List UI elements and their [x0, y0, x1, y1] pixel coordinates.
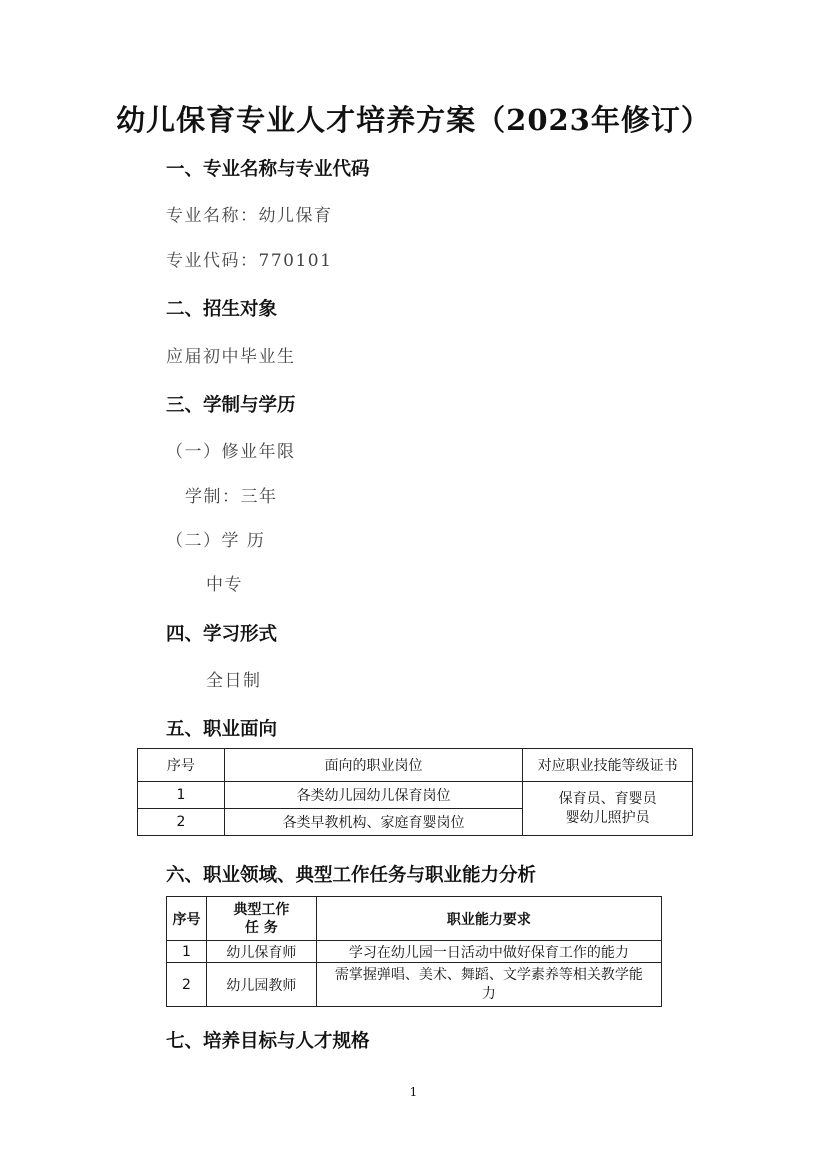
- typical-task: 幼儿保育师: [206, 941, 316, 963]
- education-level-subheading: （二）学 历: [166, 531, 266, 551]
- table-row: [167, 963, 662, 1007]
- certificate-cell: [523, 782, 693, 836]
- major-name-line: 专业名称：幼儿保育: [166, 206, 333, 226]
- table-header-cell: 序号: [167, 897, 207, 941]
- row-number: 1: [138, 782, 225, 809]
- table-header-cell: 职业能力要求: [316, 897, 661, 941]
- ability-requirement: 学习在幼儿园一日活动中做好保育工作的能力: [316, 941, 661, 963]
- header-line: 典型工作: [233, 901, 290, 918]
- row-number: 2: [167, 963, 207, 1007]
- row-number: 1: [167, 941, 207, 963]
- study-form-text: 全日制: [206, 671, 262, 691]
- table-row: [138, 782, 693, 809]
- section-7-heading: 七、培养目标与人才规格: [166, 1031, 370, 1052]
- section-3-heading: 三、学制与学历: [166, 395, 296, 416]
- ability-line: 力: [481, 985, 496, 1002]
- table-header-cell: 序号: [138, 749, 225, 782]
- section-1-heading: 一、专业名称与专业代码: [166, 159, 370, 180]
- job-position: 各类幼儿园幼儿保育岗位: [224, 782, 522, 809]
- enrollment-target-text: 应届初中毕业生: [166, 347, 296, 367]
- table-header-cell: 面向的职业岗位: [224, 749, 522, 782]
- certificate-line: 婴幼儿照护员: [565, 809, 650, 826]
- certificate-line: 保育员、育婴员: [558, 790, 657, 807]
- section-2-heading: 二、招生对象: [166, 299, 278, 320]
- row-number: 2: [138, 809, 225, 836]
- document-title: 幼儿保育专业人才培养方案（2023年修订）: [116, 103, 711, 137]
- header-line: 任 务: [244, 919, 278, 936]
- study-period-text: 学制：三年: [185, 487, 278, 507]
- study-period-subheading: （一）修业年限: [166, 442, 296, 462]
- table-header-cell: [206, 897, 316, 941]
- ability-line: 需掌握弹唱、美术、舞蹈、文学素养等相关教学能: [334, 966, 643, 983]
- section-4-heading: 四、学习形式: [166, 624, 278, 645]
- table-row: [167, 941, 662, 963]
- ability-requirement: [316, 963, 661, 1007]
- section-5-heading: 五、职业面向: [166, 719, 278, 740]
- career-orientation-table: [137, 748, 693, 836]
- education-level-text: 中专: [206, 575, 243, 595]
- typical-task: 幼儿园教师: [206, 963, 316, 1007]
- page-number: 1: [409, 1085, 418, 1099]
- job-position: 各类早教机构、家庭育婴岗位: [224, 809, 522, 836]
- table-header-cell: 对应职业技能等级证书: [523, 749, 693, 782]
- major-code-line: 专业代码：770101: [166, 251, 333, 271]
- section-6-heading: 六、职业领域、典型工作任务与职业能力分析: [166, 865, 537, 886]
- ability-analysis-table: [166, 896, 662, 1007]
